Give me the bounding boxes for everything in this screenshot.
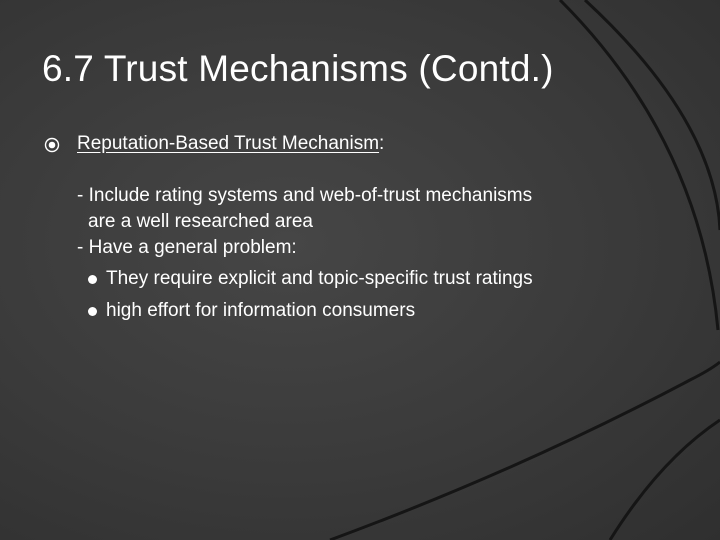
- main-bullet-suffix: :: [379, 133, 385, 154]
- dot-icon: [88, 275, 97, 284]
- sub-bullet-1: They require explicit and topic-specific trust ratings: [106, 268, 533, 289]
- body-line-2: are a well researched area: [88, 211, 313, 232]
- target-circle-icon: [44, 137, 60, 153]
- main-bullet-label: Reputation-Based Trust Mechanism: [77, 133, 380, 154]
- slide-title: 6.7 Trust Mechanisms (Contd.): [42, 48, 554, 89]
- main-bullet: [77, 133, 384, 155]
- body-line-1: - Include rating systems and web-of-trust mechanisms: [77, 185, 533, 206]
- sub-bullet-2: high effort for information consumers: [106, 300, 416, 321]
- dot-icon: [88, 307, 97, 316]
- body-line-3: - Have a general problem:: [77, 237, 297, 258]
